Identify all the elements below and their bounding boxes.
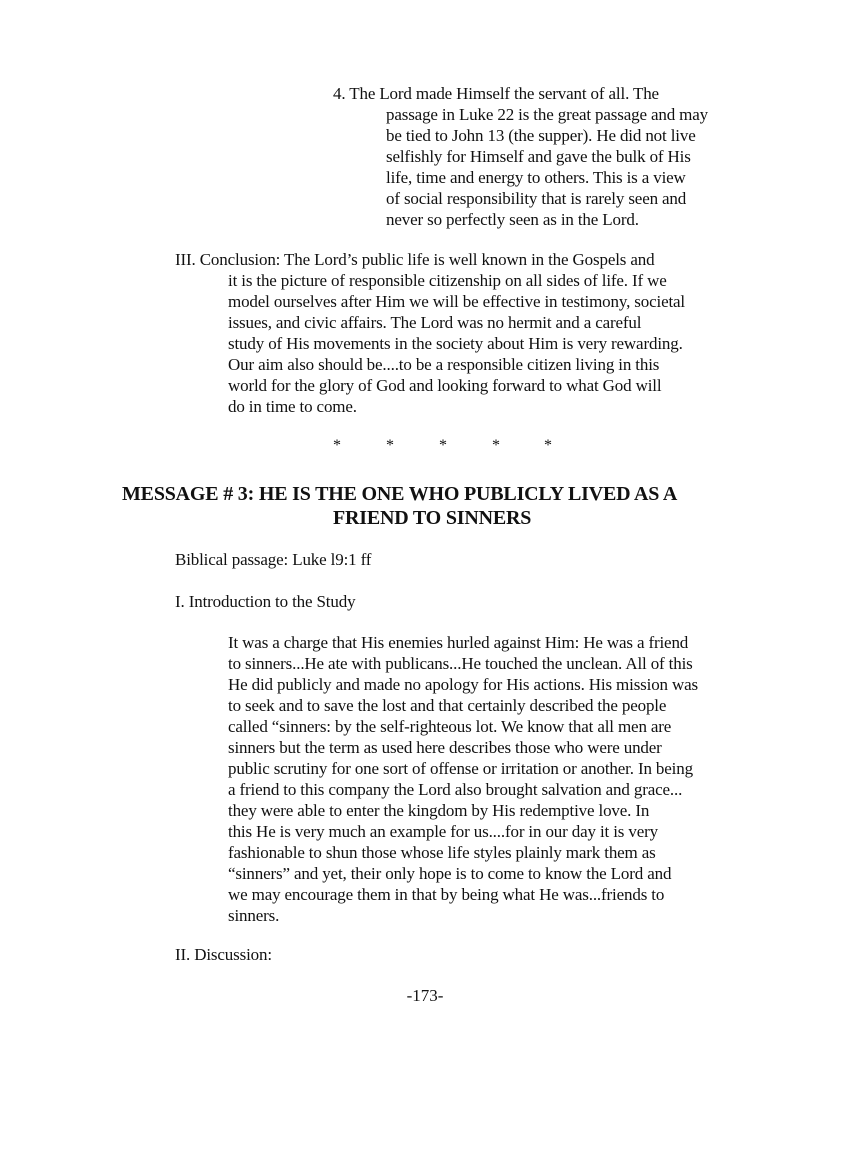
introduction-line: to sinners...He ate with publicans...He touched the unclean. All of this (228, 654, 693, 673)
biblical-passage: Biblical passage: Luke l9:1 ff (175, 550, 372, 569)
message-heading-line-2: FRIEND TO SINNERS (333, 507, 532, 529)
conclusion-line: III. Conclusion: The Lord’s public life is well known in the Gospels and (175, 250, 655, 269)
introduction-line: fashionable to shun those whose life styles plainly mark them as (228, 843, 656, 862)
introduction-line: called “sinners: by the self-righteous lot. We know that all men are (228, 717, 672, 736)
separator-star: * (492, 437, 500, 454)
point-4-line: never so perfectly seen as in the Lord. (386, 210, 639, 229)
point-4-line: of social responsibility that is rarely seen and (386, 189, 687, 208)
conclusion-line: world for the glory of God and looking forward to what God will (228, 376, 662, 395)
point-4-line: life, time and energy to others. This is a view (386, 168, 686, 187)
conclusion-line: it is the picture of responsible citizenship on all sides of life. If we (228, 271, 667, 290)
introduction-line: public scrutiny for one sort of offense or irritation or another. In being (228, 759, 693, 778)
introduction-line: they were able to enter the kingdom by His redemptive love. In (228, 801, 650, 820)
conclusion-line: issues, and civic affairs. The Lord was no hermit and a careful (228, 313, 642, 332)
point-4-line: be tied to John 13 (the supper). He did not live (386, 126, 696, 145)
introduction-line: sinners. (228, 906, 280, 925)
introduction-line: this He is very much an example for us....for in our day it is very (228, 822, 658, 841)
section-separator (0, 436, 850, 456)
introduction-line: to seek and to save the lost and that certainly described the people (228, 696, 667, 715)
introduction-line: He did publicly and made no apology for His actions. His mission was (228, 675, 698, 694)
conclusion-line: do in time to come. (228, 397, 357, 416)
introduction-line: we may encourage them in that by being what He was...friends to (228, 885, 665, 904)
point-4-line: passage in Luke 22 is the great passage and may (386, 105, 708, 124)
separator-star: * (439, 437, 447, 454)
separator-star: * (544, 437, 552, 454)
section-heading-introduction: I. Introduction to the Study (175, 592, 356, 611)
introduction-line: It was a charge that His enemies hurled against Him: He was a friend (228, 633, 689, 652)
separator-star: * (386, 437, 394, 454)
message-heading-line-1: MESSAGE # 3: HE IS THE ONE WHO PUBLICLY LIVED AS A (122, 483, 678, 505)
point-4-line: 4. The Lord made Himself the servant of all. The (333, 84, 659, 103)
conclusion-line: Our aim also should be....to be a responsible citizen living in this (228, 355, 660, 374)
page-number: -173- (406, 986, 444, 1005)
introduction-line: sinners but the term as used here describes those who were under (228, 738, 662, 757)
section-heading-discussion: II. Discussion: (175, 945, 272, 964)
separator-star: * (333, 437, 341, 454)
conclusion-line: model ourselves after Him we will be effective in testimony, societal (228, 292, 686, 311)
introduction-line: a friend to this company the Lord also brought salvation and grace... (228, 780, 683, 799)
conclusion-line: study of His movements in the society about Him is very rewarding. (228, 334, 683, 353)
introduction-line: “sinners” and yet, their only hope is to come to know the Lord and (228, 864, 672, 883)
point-4-line: selfishly for Himself and gave the bulk of His (386, 147, 691, 166)
